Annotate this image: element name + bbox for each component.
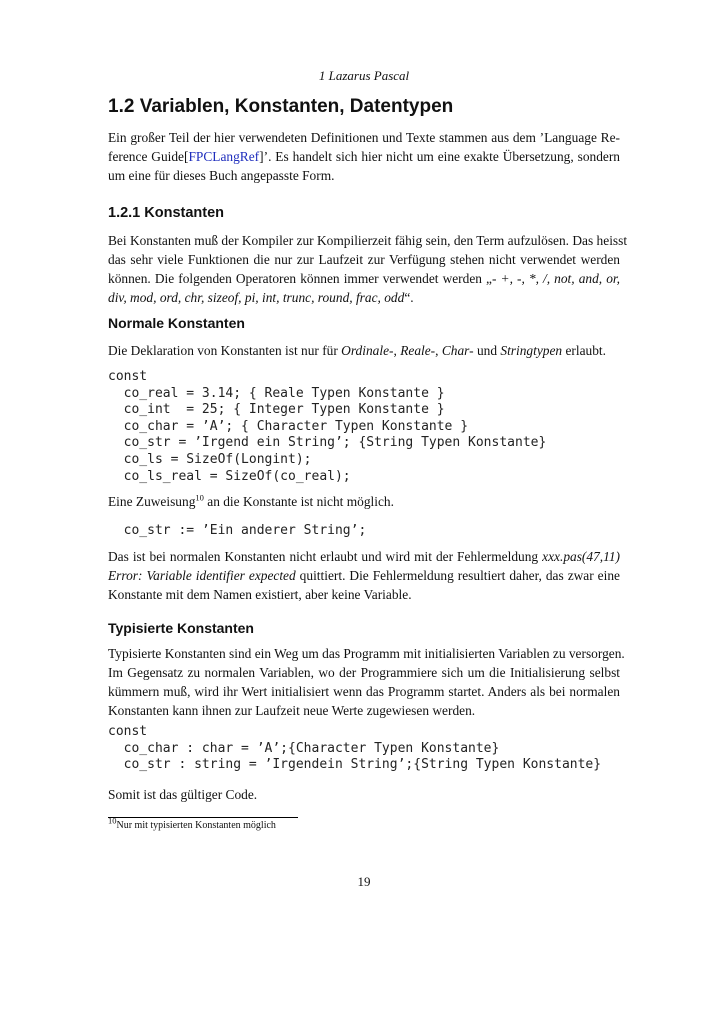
error-location: xxx.pas(47,11)	[542, 549, 620, 564]
text-span: ,	[435, 343, 442, 358]
page-number: 19	[357, 874, 371, 889]
text-line	[108, 566, 620, 585]
text-span: “.	[404, 290, 414, 305]
footnote-text: Nur mit typisierten Konstanten möglich	[116, 820, 276, 831]
running-header: 1 Lazarus Pascal	[318, 68, 410, 83]
intro-line: Ein großer Teil der hier verwendeten Definitionen und Texte stammen aus dem ’Language Re-	[108, 130, 620, 145]
konstanten-line	[108, 288, 620, 307]
text-line: kümmern muß, wird ihr Wert initialisiert wenn das Programm startet. Anders als bei normalen	[108, 684, 620, 699]
code-block-assignment: co_str := ’Ein anderer String’;	[108, 523, 367, 538]
text-line	[108, 341, 620, 360]
normale-konstanten-heading: Normale Konstanten	[108, 315, 245, 331]
text-span: Eine Zuweisung	[108, 494, 196, 509]
type-term: Char-	[441, 343, 474, 358]
type-term: Ordinale-	[341, 343, 394, 358]
text-span: Die Deklaration von Konstanten ist nur für	[108, 343, 342, 358]
text-span: ference Guide[	[108, 149, 189, 164]
text-span: erlaubt.	[562, 343, 606, 358]
intro-line	[108, 147, 620, 166]
normale-description	[108, 341, 620, 360]
text-span: ,	[393, 343, 401, 358]
intro-line: um eine für dieses Buch angepasste Form.	[108, 168, 335, 183]
error-message: Error: Variable identifier expected	[108, 568, 296, 583]
code-block-normale: const co_real = 3.14; { Reale Typen Konstante } co_int = 25; { Integer Typen Konstante } co_char = ’A’; { Character Typen Konstante } co_str = ’Irgend ein String’; {String Typen Konstante} co_ls = SizeOf(Longint); co_ls_real = SizeOf(co_real);	[108, 369, 547, 484]
konstanten-line: das sehr viele Funktionen die nur zur Laufzeit zur Verfügung stehen nicht verwendet werden	[108, 252, 620, 267]
footnote-ref[interactable]: 10	[195, 492, 204, 503]
text-span: an die Konstante ist nicht möglich.	[203, 494, 394, 509]
intro-paragraph	[108, 128, 620, 185]
error-paragraph	[108, 547, 620, 604]
text-line: Typisierte Konstanten sind ein Weg um das Programm mit initialisierten Variablen zu versorgen.	[108, 646, 625, 661]
section-title: 1.2 Variablen, Konstanten, Datentypen	[108, 96, 454, 117]
closing-sentence: Somit ist das gültiger Code.	[108, 787, 258, 802]
fpclangref-link[interactable]: FPCLangRef	[188, 149, 260, 164]
text-line: Im Gegensatz zu normalen Variablen, wo der Programmiere sich um die Initialisierung selbst	[108, 665, 620, 680]
type-term: Reale-	[400, 343, 436, 358]
text-line	[108, 547, 620, 566]
typisierte-paragraph	[108, 644, 625, 720]
text-span: und	[473, 343, 501, 358]
text-span: quittiert. Die Fehlermeldung resultiert daher, das zwar eine	[295, 568, 620, 583]
footnote-rule	[108, 817, 298, 818]
assignment-sentence	[108, 492, 620, 511]
text-span: können. Die folgenden Operatoren können immer verwendet werden „	[108, 271, 492, 286]
subsection-title: 1.2.1 Konstanten	[108, 205, 225, 221]
footnote-mark: 10	[108, 815, 117, 826]
konstanten-paragraph	[108, 231, 628, 307]
text-span: Das ist bei normalen Konstanten nicht erlaubt und wird mit der Fehlermeldung	[108, 549, 543, 564]
type-term: Stringtypen	[500, 343, 563, 358]
konstanten-line	[108, 269, 620, 288]
text-line	[108, 492, 620, 511]
text-span: ]’. Es handelt sich hier nicht um eine exakte Übersetzung, sondern	[259, 149, 621, 164]
footnote	[108, 815, 276, 831]
operator-list: - +, -, *, /, not, and, or,	[492, 271, 620, 286]
operator-list: div, mod, ord, chr, sizeof, pi, int, trunc, round, frac, odd	[108, 290, 405, 305]
code-block-typisierte: const co_char : char = ’A’;{Character Typen Konstante} co_str : string = ’Irgendein String’;{String Typen Konstante}	[108, 724, 602, 773]
text-line: Konstanten kann ihnen zur Laufzeit neue Werte zugewiesen werden.	[108, 703, 476, 718]
typisierte-konstanten-heading: Typisierte Konstanten	[108, 620, 254, 636]
text-line: Konstante mit dem Namen existiert, aber keine Variable.	[108, 587, 412, 602]
konstanten-line: Bei Konstanten muß der Kompiler zur Kompilierzeit fähig sein, den Term aufzulösen. Das heisst	[108, 233, 628, 248]
